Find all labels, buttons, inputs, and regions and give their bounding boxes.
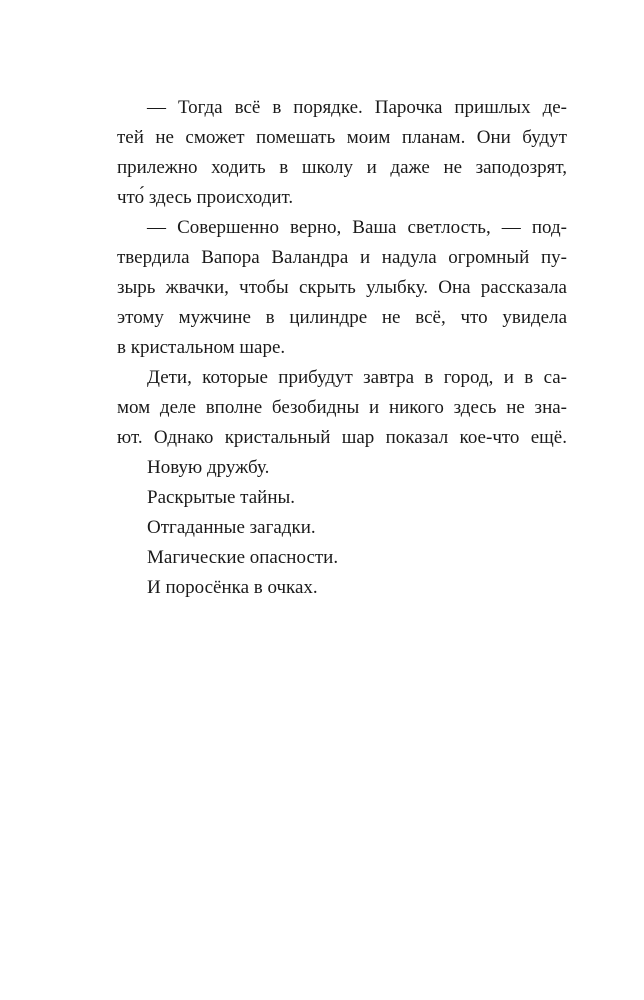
text-line: Новую дружбу. [147,457,270,478]
text-line: — Совершенно верно, Ваша светлость, — под- [147,217,567,238]
text-line: Отгаданные загадки. [147,517,316,538]
text-line: Раскрытые тайны. [147,487,296,508]
text-line: в кристальном шаре. [117,337,286,358]
text-line: Магические опасности. [147,547,339,568]
text-line: ют. Однако кристальный шар показал кое-что ещё. [117,427,567,448]
text-line: этому мужчине в цилиндре не всё, что увидела [117,307,567,328]
text-line: мом деле вполне безобидны и никого здесь не зна- [117,397,567,418]
text-line: твердила Вапора Валандра и надула огромный пу- [117,247,567,268]
text-line: тей не сможет помешать моим планам. Они будут [117,127,567,148]
text-line: И поросёнка в очках. [147,577,318,598]
text-line: что́ здесь происходит. [117,187,294,208]
text-line: — Тогда всё в порядке. Парочка пришлых де- [147,97,567,118]
book-page-text [117,93,567,603]
text-line: Дети, которые прибудут завтра в город, и в са- [147,367,567,388]
text-line: прилежно ходить в школу и даже не заподозрят, [117,157,567,178]
text-line: зырь жвачки, чтобы скрыть улыбку. Она рассказала [117,277,567,298]
